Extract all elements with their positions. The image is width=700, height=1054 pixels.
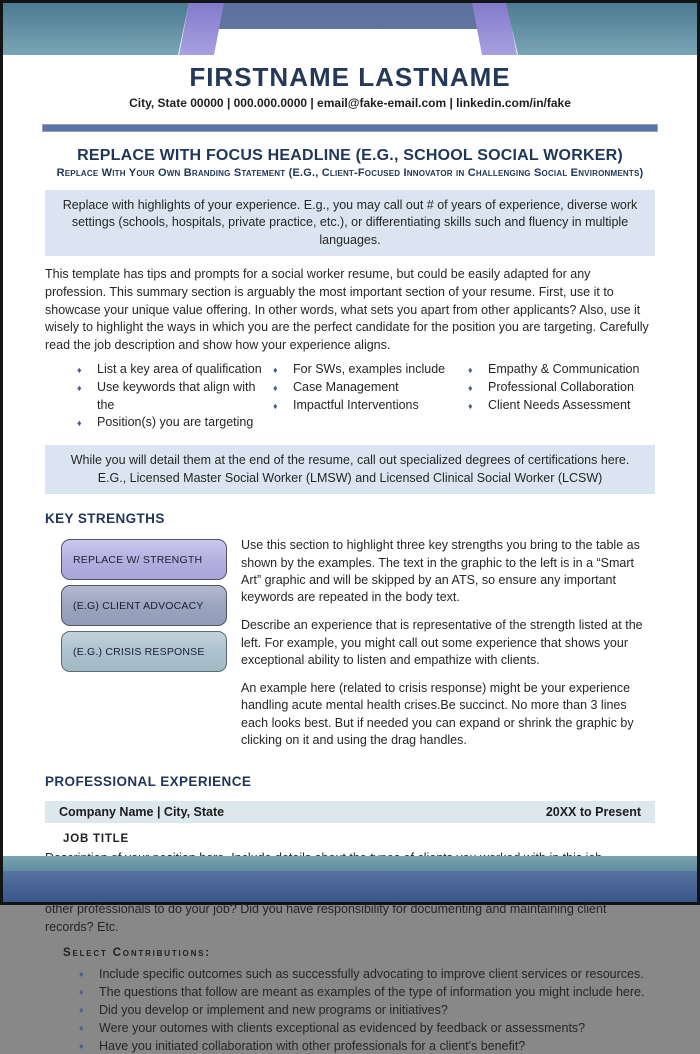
qualification-item: ♦ Impactful Interventions (267, 397, 462, 415)
job-title: JOB TITLE (63, 833, 129, 846)
contribution-item: ♦ Include specific outcomes such as successfully advocating to improve client services or resources. (73, 967, 655, 982)
contribution-item: ♦ Were your outomes with clients exceptional as evidenced by feedback or assessments? (73, 1021, 655, 1036)
certifications-highlight-box (45, 445, 655, 494)
certifications-line-1: While you will detail them at the end of the resume, call out specialized degrees of certifications here. (70, 453, 630, 468)
qualification-item: ♦ Empathy & Communication (462, 361, 655, 379)
strength-shape-3[interactable]: (E.G.) CRISIS RESPONSE (61, 631, 227, 672)
qualification-item: ♦ Position(s) you are targeting (71, 414, 267, 432)
summary-paragraph: This template has tips and prompts for a social worker resume, but could be easily adapted for any profession. This summary section is arguably the most important section of your resume. First, use it to showcase your unique value offering. In other words, what sets you apart from other applicants? Also, use it wisely to highlight the ways in which you are the perfect candidate for the position you are targeting. Carefully read the job description and show how your experience aligns. (45, 267, 649, 353)
qualification-item: ♦ Use keywords that align with the (71, 379, 267, 415)
company-bar (45, 801, 655, 823)
candidate-name: FIRSTNAME LASTNAME (189, 62, 511, 92)
banner-center-ribbon (217, 3, 483, 29)
qualification-column-3 (462, 361, 655, 433)
contribution-item: ♦ The questions that follow are meant as examples of the type of information you might include here. (73, 985, 655, 1000)
key-strengths-section (61, 539, 655, 760)
strength-description-2: Describe an experience that is representative of the strength listed at the left. For example, you might call out some experience that shows your exceptional ability to listen and empathize with clients. (241, 618, 643, 667)
certifications-line-2: E.G., Licensed Master Social Worker (LMSW) and Licensed Clinical Social Worker (LCSW) (97, 470, 603, 485)
contribution-item: ♦ Have you initiated collaboration with other professionals for a client's benefit? (73, 1039, 655, 1054)
strength-shape-1[interactable]: REPLACE W/ STRENGTH (61, 539, 227, 580)
qualification-columns (71, 361, 655, 433)
qualification-item: ♦ For SWs, examples include (267, 361, 462, 379)
contribution-item: ♦ Did you develop or implement and new programs or initiatives? (73, 1003, 655, 1018)
employment-dates: 20XX to Present (545, 805, 641, 820)
strength-descriptions (241, 537, 655, 760)
qualification-item: ♦ Professional Collaboration (462, 379, 655, 397)
qualification-column-1 (71, 361, 267, 433)
focus-headline: REPLACE WITH FOCUS HEADLINE (E.G., SCHOOL SOCIAL WORKER) (77, 146, 623, 164)
contributions-list (73, 967, 655, 1054)
qualification-item: ♦ Client Needs Assessment (462, 397, 655, 415)
qualification-column-2 (267, 361, 462, 433)
header-divider-bar (42, 124, 658, 132)
qualification-item: ♦ List a key area of qualification (71, 361, 267, 379)
footer-teal-bar (3, 856, 697, 871)
strength-shape-2[interactable]: (E.G) CLIENT ADVOCACY (61, 585, 227, 626)
summary-highlight-box: Replace with highlights of your experience. E.g., you may call out # of years of experience, diverse work settings (schools, hospitals, private practice, etc.), or differentiating skills such and fluency in multiple languages. (45, 190, 655, 257)
strength-description-1: Use this section to highlight three key strengths you bring to the table as shown by the examples. The text in the graphic to the left is in a “Smart Art” graphic and will be skipped by an ATS, so ensure any important keywords are repeated in the body text. (241, 538, 640, 605)
job-description: other professionals to do your job? Did you have responsibility for documenting and maintaining client records? Etc. (45, 902, 607, 934)
branding-statement: Replace With Your Own Branding Statement (E.G., Client-Focused Innovator in Challenging Social Environments) (56, 166, 644, 179)
company-name: Company Name | City, State (59, 805, 225, 820)
select-contributions-label: Select Contributions: (63, 946, 211, 959)
key-strengths-heading: KEY STRENGTHS (45, 511, 165, 527)
strength-description-3: An example here (related to crisis response) might be your experience handling acute mental health crises.Be succinct. No more than 3 lines each looks best. But if needed you can expand or shrink the graphic by clicking on it and using the drag handles. (241, 681, 634, 747)
footer-blue-bar (3, 871, 697, 902)
smartart-strength-shapes (61, 539, 227, 760)
contact-line: City, State 00000 | 000.000.0000 | email@fake-email.com | linkedin.com/in/fake (129, 95, 571, 110)
qualification-item: ♦ Case Management (267, 379, 462, 397)
header-banner (3, 3, 697, 55)
professional-experience-heading: PROFESSIONAL EXPERIENCE (45, 774, 252, 790)
